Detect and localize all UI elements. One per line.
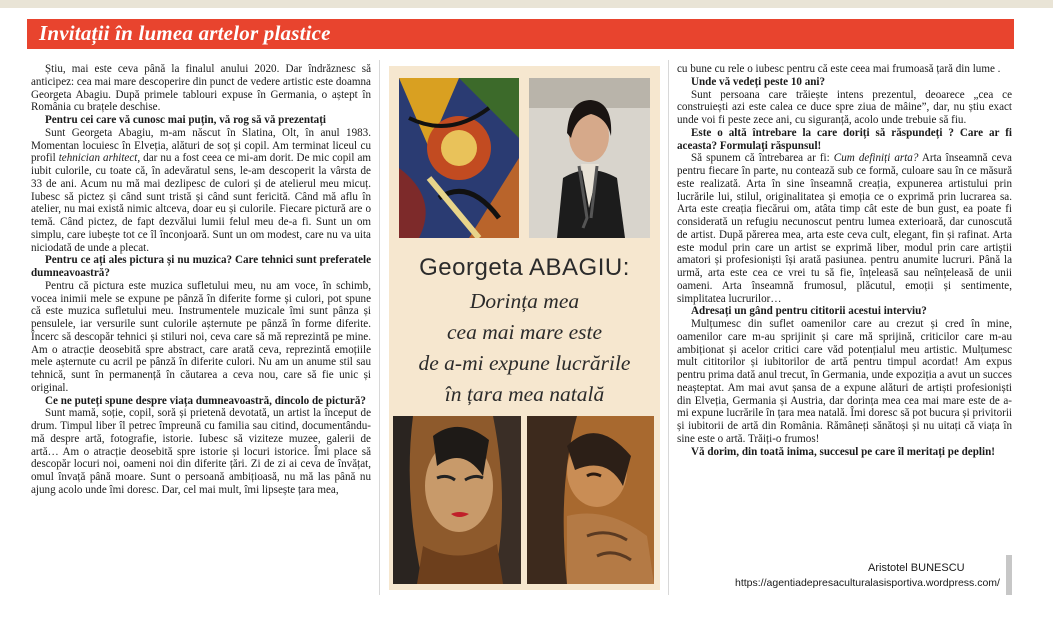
question-1: Pentru cei care vă cunosc mai puțin, vă rog să vă prezentați xyxy=(45,114,327,126)
answer-2: Pentru că pictura este muzica sufletului meu, nu am voce, în schimb, vocea inimii mele se expune pe pânză în diferite forme și culori, pot spune că este muzica sufletului meu. Instrumentele muzicale îmi sunt pânza și pensulele, iar versurile sunt culorile așternute pe pânză în forme diferite. Încerc să descopăr tehnici și stiluri noi, ceva care să mă reprezintă pe mine. Am o atracție deosebită spre abstract, care arată ceva, reprezintă emoțiile mele așternute cu acril pe pânză în diferite culori. Nu am un anume stil sau tehnică, sunt în permanență în căutarea a ceva nou, care să fie unic și original. xyxy=(31,279,371,394)
answer-1 xyxy=(31,127,371,255)
answer-5 xyxy=(677,152,1012,305)
headline-quote xyxy=(389,286,660,410)
answer-4: Sunt persoana care trăiește intens prezentul, deoarece „cea ce construiești azi este calea ce duce spre ziua de mâine”, dar, nu știu exact unde voi fi peste zece ani, cu siguranță, acolo unde trebuie să fiu. xyxy=(677,88,1012,126)
answer-1-text-a: Sunt Georgeta Abagiu, m-am născut în Slatina, Olt, în anul 1983. Momentan locuiesc în Elveția, alături de soț și copil. Am terminat liceul cu profil xyxy=(31,126,371,165)
right-column xyxy=(677,63,1012,458)
artist-photo xyxy=(529,78,650,238)
question-2: Pentru ce ați ales pictura și nu muzica? Care tehnici sunt preferatele dumneavoastră? xyxy=(31,254,371,279)
answer-5-text-a: Să spunem că întrebarea ar fi: xyxy=(691,152,834,165)
portrait-painting-image xyxy=(393,416,521,584)
decorative-bar xyxy=(1006,555,1012,595)
question-4: Unde vă vedeți peste 10 ani? xyxy=(691,75,826,88)
headline-line: cea mai mare este xyxy=(446,320,603,344)
headline-line: în țara mea natală xyxy=(444,382,605,406)
answer-3: Sunt mamă, soție, copil, soră și prietenă devotată, un artist la început de drum. Timpul liber îl petrec împreună cu familia sau citind, documentându-mă despre artă, fotografie, istorie. Iubesc să viziteze muzee, galerii de artă… Am o atracție deosebită spre istorie și locuri istorice. Îmi place să descopăr locuri noi, oameni noi din diferite țări. Zi de zi ai ceva de învățat, omul învață până moare. Sunt o persoană ambițioasă, nu mă las până nu ajung acolo unde îmi doresc. Dar, cel mai mult, îmi lipsește țara mea, xyxy=(31,407,371,496)
column-divider xyxy=(379,60,380,595)
answer-5-text-b: Arta înseamnă ceva pentru fiecare în parte, nu contează sub ce formă, culoare sau în ce măsură este realizată. Arta în sine înseamnă creația, expunerea artistului prin lucrările lui, stilul, originalitatea și emoția ce o exprimă prin lucrarea sa. Arta este creația fiecărui om, atâta timp cât este de bun gust, ea poate fi considerată un refugiu necunoscut pentru lumea exterioară, dar cunoscută de artist. După părerea mea, arta este ceva cult, elegant, fin și rafinat. Arta este modul prin care un artist se exprimă liber, modul prin care artiștii amatori și profesioniști își arată pasiunea. pentru anumite lucruri. Până la urmă, arta este cea ce vrei tu să fie, înțeleasă sau neînțeleasă de unii oameni. Arta înseamnă frumosul, plăcutul, emoții și sentimente, simplitatea lucrurilor… xyxy=(677,152,1012,305)
answer-6: Mulțumesc din suflet oamenilor care au crezut și cred în mine, oamenilor care m-au sprijinit și care mă sprijină, criticilor care m-au ambiționat și acelor critici care văd potențialul meu artistic. Mulțumesc mult cititorilor și iubitorilor de artă pentru timpul acordat! Am expus pentru prima dată anul trecut, în Germania, unde expoziția a avut un succes neașteptat. Am mai avut șansa de a expune alături de artiști profesioniști din Elveția, Germania și Austria, dar dorința mea cea mai mare este de a-mi expune lucrările în țara mea natală. Îmi doresc să pot bucura și privitorii și iubitorii de artă din România. Rămâneți sănătoși și nu uitați că viața în sine este o artă. Trăiți-o frumos! xyxy=(677,318,1012,445)
feature-panel xyxy=(389,66,660,590)
author-name: Aristotel BUNESCU xyxy=(868,562,965,574)
answer-1-text-b: , dar nu a fost ceea ce mi-am dorit. De mic copil am iubit culorile, cu toate că, în adevăratul sens, le-am descoperit la vârsta de 33 de ani. Acum nu mă mai dezlipesc de culori și de atelierul meu micuț. Iubesc să pictez și când sunt tristă și când sunt fericită. Când mă aflu în atelier, nu mai există nimic altceva, doar eu și culorile. Fiecare pictură are o temă. Când pictez, de fapt dezvălui lumii felul meu de-a fi. Sunt un om simplu, care iubește tot ce îl înconjoară. Sunt un om modest, care nu va uita niciodată de unde a plecat. xyxy=(31,152,371,254)
left-column xyxy=(31,63,371,497)
figure-painting-image xyxy=(527,416,654,584)
source-link[interactable]: https://agentiadepresaculturalasisportiva.wordpress.com/ xyxy=(735,577,1000,589)
column-divider xyxy=(668,60,669,595)
section-title: Invitații în lumea artelor plastice xyxy=(39,21,331,45)
closing-wish: Vă dorim, din toată inima, succesul pe care îl meritați pe deplin! xyxy=(691,445,995,458)
question-6: Adresați un gând pentru cititorii acestui interviu? xyxy=(691,305,927,318)
abstract-painting-image xyxy=(399,78,519,238)
answer-5-italic: Cum definiți arta? xyxy=(833,152,919,165)
continued-paragraph: cu bune cu rele o iubesc pentru că este ceea mai frumoasă țară din lume . xyxy=(677,63,1001,75)
top-strip xyxy=(0,0,1053,8)
headline-line: Dorința mea xyxy=(469,289,580,313)
question-5: Este o altă întrebare la care doriți să răspundeți ? Care ar fi aceasta? Formulați răspunsul! xyxy=(677,126,1012,152)
question-3: Ce ne puteți spune despre viața dumneavoastră, dincolo de pictură? xyxy=(45,394,366,407)
section-banner xyxy=(27,19,1014,49)
intro-paragraph: Știu, mai este ceva până la finalul anului 2020. Dar îndrăznesc să anticipez: cea mai mare descoperire din punct de vedere artistic este doamna Georgeta Abagiu. După primele tablouri expuse în Germania, o aștept în România cu brațele deschise. xyxy=(31,63,371,114)
artist-name: Georgeta ABAGIU: xyxy=(419,254,630,281)
answer-1-italic: tehnician arhitect xyxy=(58,152,138,165)
headline-line: de a-mi expune lucrările xyxy=(418,351,631,375)
